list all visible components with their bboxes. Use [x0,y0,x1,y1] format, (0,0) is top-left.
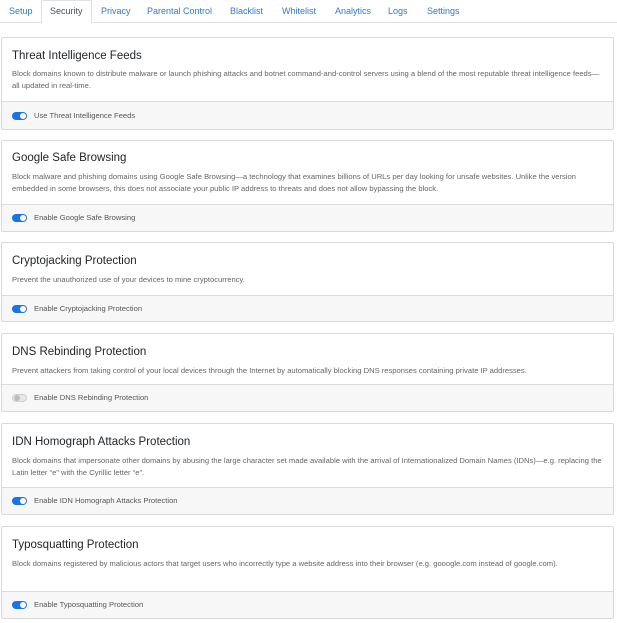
dns-rebinding-footer [2,384,613,411]
dns-rebinding-toggle[interactable] [12,394,27,402]
dns-rebinding-title: DNS Rebinding Protection [12,346,147,358]
dns-rebinding-description: Prevent attackers from taking control of your local devices through the Internet by automatically blocking DNS responses containing private IP addresses. [12,366,527,375]
dns-rebinding-card [1,333,614,412]
typosquatting-description: Block domains registered by malicious actors that target users who incorrectly type a website address into their browser (e.g. gooogle.com instead of google.com). [12,559,558,568]
threat-intelligence-card [1,37,614,130]
threat-intelligence-toggle-label[interactable]: Use Threat Intelligence Feeds [34,110,136,120]
typosquatting-toggle[interactable] [12,601,27,609]
cryptojacking-title: Cryptojacking Protection [12,255,137,267]
google-safe-browsing-toggle-label[interactable]: Enable Google Safe Browsing [34,213,136,222]
idn-homograph-toggle-label[interactable]: Enable IDN Homograph Attacks Protection [34,496,178,505]
google-safe-browsing-footer [2,204,613,231]
settings-tabs [0,0,617,23]
cryptojacking-description: Prevent the unauthorized use of your devices to mine cryptocurrency. [12,275,245,284]
tab-parental-control[interactable]: Parental Control [147,6,213,16]
tab-security[interactable]: Security [41,0,92,24]
idn-homograph-title: IDN Homograph Attacks Protection [12,436,191,448]
threat-intelligence-toggle[interactable] [12,112,27,120]
tab-blacklist[interactable]: Blacklist [230,6,264,16]
typosquatting-toggle-label[interactable]: Enable Typosquatting Protection [34,600,144,609]
typosquatting-title: Typosquatting Protection [12,539,139,551]
cryptojacking-toggle-label[interactable]: Enable Cryptojacking Protection [34,303,143,313]
google-safe-browsing-toggle[interactable] [12,214,27,222]
threat-intelligence-title: Threat Intelligence Feeds [12,50,142,62]
threat-intelligence-footer [2,101,613,129]
google-safe-browsing-card [1,140,614,232]
idn-homograph-description: Block domains that impersonate other domains by abusing the large character set made available with the arrival of Internationalized Domain Names (IDNs)—e.g. replacing the Latin letter “e” with the Cyrillic letter “е”. [12,456,602,477]
cryptojacking-toggle[interactable] [12,305,27,313]
google-safe-browsing-title: Google Safe Browsing [12,152,127,164]
tab-analytics[interactable]: Analytics [335,6,372,16]
tab-logs[interactable]: Logs [388,6,408,16]
idn-homograph-toggle[interactable] [12,497,27,505]
tab-settings[interactable]: Settings [427,6,460,16]
google-safe-browsing-description: Block malware and phishing domains using Google Safe Browsing—a technology that examines billions of URLs per day looking for unsafe websites. Unlike the version embedded in some browsers, this does not associate your public IP address to threats and does not allow bypassing the block. [12,172,576,193]
cryptojacking-card [1,242,614,322]
tab-privacy[interactable]: Privacy [101,6,131,16]
tab-setup[interactable]: Setup [9,6,33,16]
cryptojacking-footer [2,295,613,321]
typosquatting-card [1,526,614,619]
idn-homograph-card [1,423,614,515]
typosquatting-footer [2,591,613,618]
dns-rebinding-toggle-label[interactable]: Enable DNS Rebinding Protection [34,393,149,402]
idn-homograph-footer [2,487,613,514]
threat-intelligence-description: Block domains known to distribute malware or launch phishing attacks and botnet command-and-control servers using a blend of the most reputable threat intelligence feeds—all updated in real-time. [12,69,600,90]
tab-whitelist[interactable]: Whitelist [282,6,317,16]
